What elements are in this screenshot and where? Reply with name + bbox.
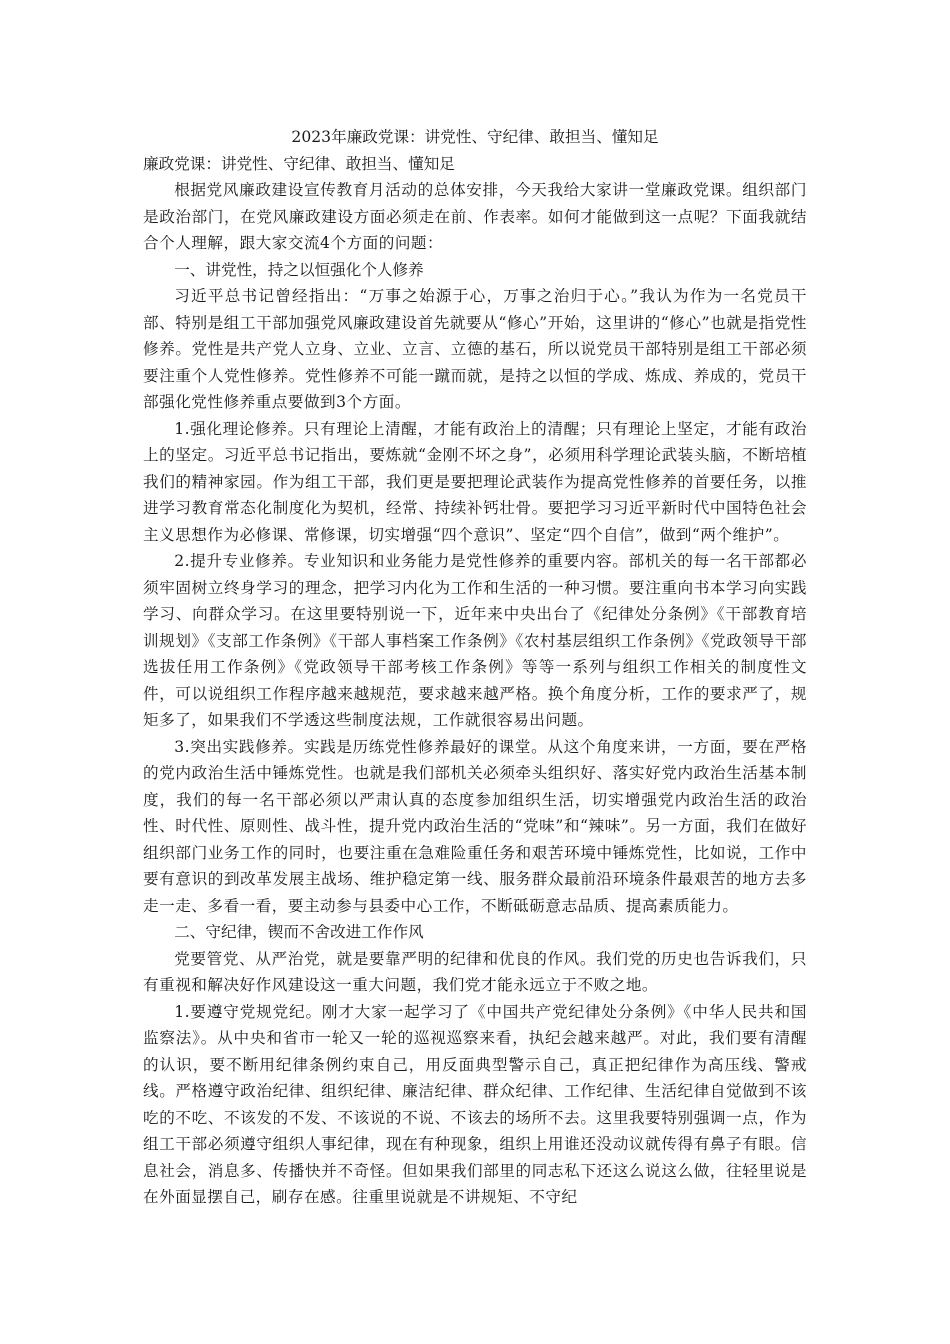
body-paragraph: 根据党风廉政建设宣传教育月活动的总体安排，今天我给大家讲一堂廉政党课。组织部门是政治部门，在党风廉政建设方面必须走在前、作表率。如何才能做到这一点呢？下面我就结合个人理解，跟大家交流4个方面的问题： [143, 181, 807, 252]
document-subtitle: 廉政党课：讲党性、守纪律、敢担当、懂知足 [143, 154, 455, 173]
body-paragraph: 3.突出实践修养。实践是历练党性修养最好的课堂。从这个角度来讲，一方面，要在严格的党内政治生活中锤炼党性。也就是我们部机关必须牵头组织好、落实好党内政治生活基本制度，我们的每一名干部必须以严肃认真的态度参加组织生活，切实增强党内政治生活的政治性、时代性、原则性、战斗性，提升党内政治生活的“党味”和“辣味”。另一方面，我们在做好组织部门业务工作的同时，也要注重在急难险重任务和艰苦环境中锤炼党性，比如说，工作中要有意识的到改革发展主战场、维护稳定第一线、服务群众最前沿环境条件最艰苦的地方去多走一走、多看一看，要主动参与县委中心工作，不断砥砺意志品质、提高素质能力。 [143, 737, 807, 915]
section-heading: 二、守纪律，锲而不舍改进工作作风 [174, 923, 424, 941]
body-paragraph: 习近平总书记曾经指出：“万事之始源于心，万事之治归于心。”我认为作为一名党员干部、特别是组工干部加强党风廉政建设首先就要从“修心”开始，这里讲的“修心”也就是指党性修养。党性是共产党人立身、立业、立言、立德的基石，所以说党员干部特别是组工干部必须要注重个人党性修养。党性修养不可能一蹴而就，是持之以恒的学成、炼成、养成的，党员干部强化党性修养重点要做到3个方面。 [143, 287, 807, 411]
document-body [143, 177, 807, 1211]
body-paragraph: 2.提升专业修养。专业知识和业务能力是党性修养的重要内容。部机关的每一名干部都必须牢固树立终身学习的理念，把学习内化为工作和生活的一种习惯。要注重向书本学习向实践学习、向群众学习。在这里要特别说一下，近年来中央出台了《纪律处分条例》《干部教育培训规划》《支部工作条例》《干部人事档案工作条例》《农村基层组织工作条例》《党政领导干部选拔任用工作条例》《党政领导干部考核工作条例》等等一系列与组织工作相关的制度性文件，可以说组织工作程序越来越规范，要求越来越严格。换个角度分析，工作的要求严了，规矩多了，如果我们不学透这些制度法规，工作就很容易出问题。 [143, 552, 807, 729]
document-title: 2023年廉政党课：讲党性、守纪律、敢担当、懂知足 [291, 128, 659, 146]
body-paragraph: 党要管党、从严治党，就是要靠严明的纪律和优良的作风。我们党的历史也告诉我们，只有重视和解决好作风建设这一重大问题，我们党才能永远立于不败之地。 [143, 949, 807, 994]
document-page [143, 124, 807, 1211]
section-heading: 一、讲党性，持之以恒强化个人修养 [174, 260, 424, 279]
body-paragraph: 1.要遵守党规党纪。刚才大家一起学习了《中国共产党纪律处分条例》《中华人民共和国监察法》。从中央和省市一轮又一轮的巡视巡察来看，执纪会越来越严。对此，我们要有清醒的认识，要不断用纪律条例约束自己，用反面典型警示自己，真正把纪律作为高压线、警戒线。严格遵守政治纪律、组织纪律、廉洁纪律、群众纪律、工作纪律、生活纪律自觉做到不该吃的不吃、不该发的不发、不该说的不说、不该去的场所不去。这里我要特别强调一点，作为组工干部必须遵守组织人事纪律，现在有种现象，组织上用谁还没动议就传得有鼻子有眼。信息社会，消息多、传播快并不奇怪。但如果我们部里的同志私下还这么说这么做，往轻里说是在外面显摆自己，刷存在感。往重里说就是不讲规矩、不守纪 [143, 1002, 807, 1206]
body-paragraph: 1.强化理论修养。只有理论上清醒，才能有政治上的清醒；只有理论上坚定，才能有政治上的坚定。习近平总书记指出，要炼就“金刚不坏之身”，必须用科学理论武装头脑，不断培植我们的精神家园。作为组工干部，我们更是要把理论武装作为提高党性修养的首要任务，以推进学习教育常态化制度化为契机，经常、持续补钙壮骨。要把学习习近平新时代中国特色社会主义思想作为必修课、常修课，切实增强“四个意识”、坚定“四个自信”，做到“两个维护”。 [143, 419, 807, 544]
